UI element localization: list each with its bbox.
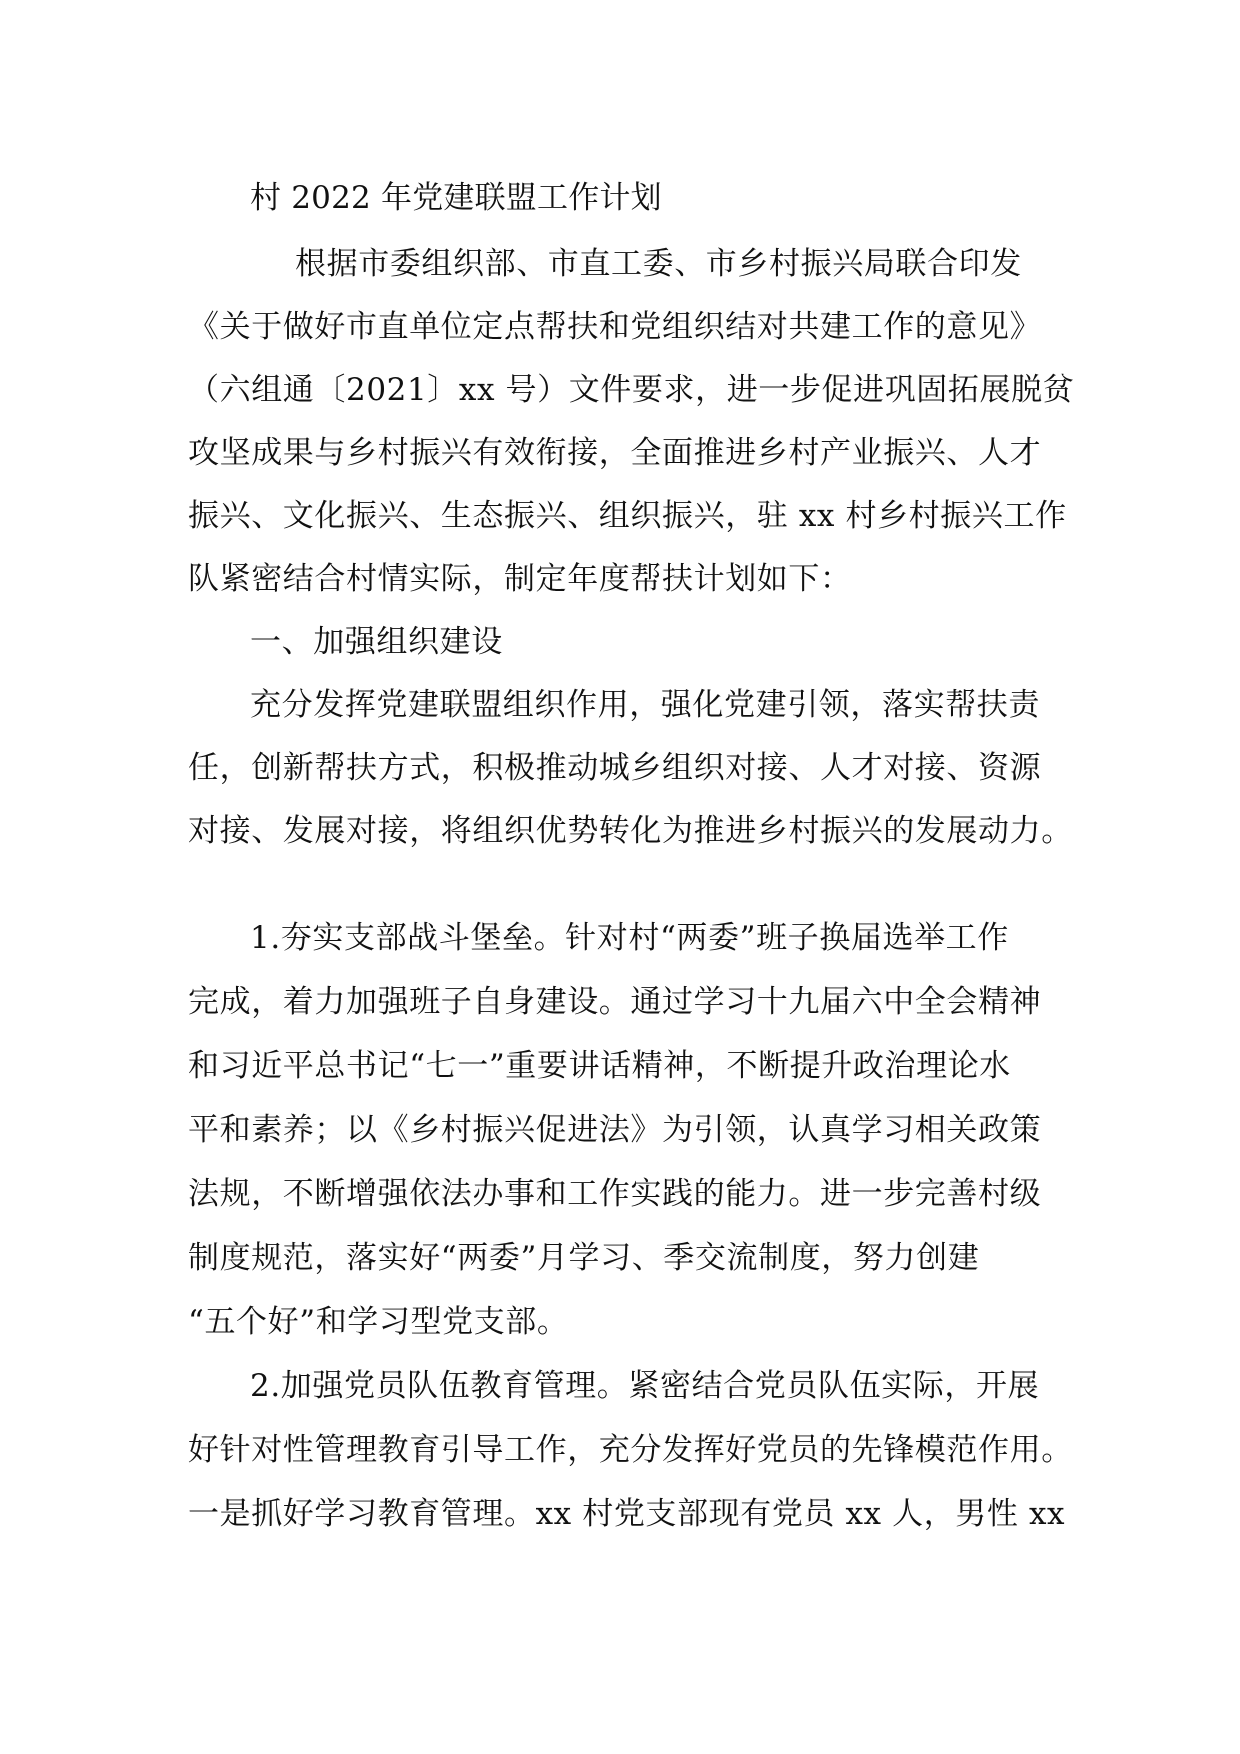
paragraph-line: 一是抓好学习教育管理。xx 村党支部现有党员 xx 人，男性 xx xyxy=(188,1496,1066,1532)
paragraph-line: 振兴、文化振兴、生态振兴、组织振兴，驻 xx 村乡村振兴工作 xyxy=(188,498,1067,534)
paragraph-line: 平和素养；以《乡村振兴促进法》为引领，认真学习相关政策 xyxy=(188,1112,1042,1148)
paragraph-line: 根据市委组织部、市直工委、市乡村振兴局联合印发 xyxy=(295,246,1022,282)
paragraph-line: 1.夯实支部战斗堡垒。针对村“两委”班子换届选举工作 xyxy=(250,920,1009,956)
paragraph-line: 2.加强党员队伍教育管理。紧密结合党员队伍实际，开展 xyxy=(250,1368,1040,1404)
paragraph-line: 任，创新帮扶方式，积极推动城乡组织对接、人才对接、资源 xyxy=(188,750,1042,786)
paragraph-line: 充分发挥党建联盟组织作用，强化党建引领，落实帮扶责 xyxy=(250,687,1040,723)
paragraph-line: 好针对性管理教育引导工作，充分发挥好党员的先锋模范作用。 xyxy=(188,1432,1073,1468)
paragraph-line: “五个好”和学习型党支部。 xyxy=(188,1304,569,1340)
paragraph-line: 《关于做好市直单位定点帮扶和党组织结对共建工作的意见》 xyxy=(188,309,1042,345)
paragraph-line: （六组通〔2021〕xx 号）文件要求，进一步促进巩固拓展脱贫 xyxy=(188,372,1075,408)
document-title: 村 2022 年党建联盟工作计划 xyxy=(250,180,662,216)
paragraph-line: 队紧密结合村情实际，制定年度帮扶计划如下： xyxy=(188,561,852,597)
paragraph-line: 法规，不断增强依法办事和工作实践的能力。进一步完善村级 xyxy=(188,1176,1042,1212)
paragraph-line: 制度规范，落实好“两委”月学习、季交流制度，努力创建 xyxy=(188,1240,980,1276)
paragraph-line: 攻坚成果与乡村振兴有效衔接，全面推进乡村产业振兴、人才 xyxy=(188,435,1042,471)
section-heading: 一、加强组织建设 xyxy=(250,624,503,660)
paragraph-line: 和习近平总书记“七一”重要讲话精神，不断提升政治理论水 xyxy=(188,1048,1011,1084)
paragraph-line: 对接、发展对接，将组织优势转化为推进乡村振兴的发展动力。 xyxy=(188,813,1073,849)
paragraph-line: 完成，着力加强班子自身建设。通过学习十九届六中全会精神 xyxy=(188,984,1042,1020)
